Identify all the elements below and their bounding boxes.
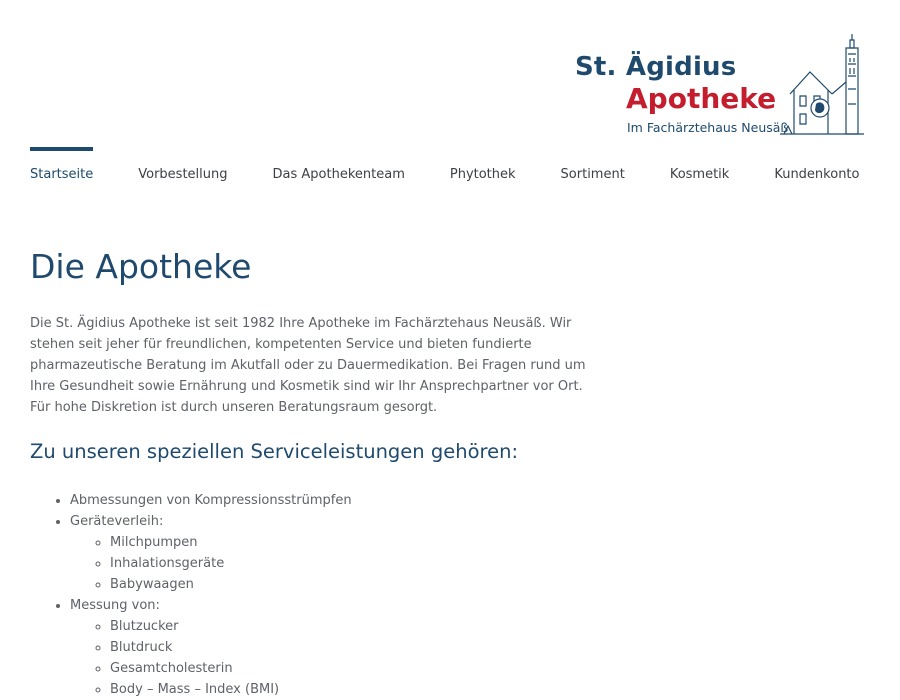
nav-item-sortiment[interactable]: Sortiment — [560, 167, 625, 182]
nav-item-kosmetik[interactable]: Kosmetik — [669, 167, 730, 182]
logo-line-location: Im Fachärztehaus Neusäß — [627, 120, 789, 135]
intro-paragraph: Die St. Ägidius Apotheke ist seit 1982 Ihre Apotheke im Fachärztehaus Neusäß. Wir stehen seit jeher für freundlichen, kompetenten Service und bieten fundierte pharmazeutische Beratung im Akutfall oder zu Dauermedikation. Bei Fragen rund um Ihre Gesundheit sowie Ernährung und Kosmetik sind wir Ihr Ansprechpartner vor Ort. Für hohe Diskretion ist durch unseren Beratungsraum gesorgt. — [30, 316, 586, 415]
logo-line-apotheke: Apotheke — [626, 82, 777, 115]
sub-list-item: ◦ Blutzucker — [110, 616, 352, 637]
sub-list-item: ◦ Gesamtcholesterin — [110, 658, 352, 679]
sub-list-item: ◦ Inhalationsgeräte — [110, 553, 352, 574]
nav-item-phytothek[interactable]: Phytothek — [449, 167, 516, 182]
church-tower-illustration-icon — [780, 34, 865, 140]
list-item — [70, 490, 352, 511]
service-label: Messung von: — [70, 598, 160, 613]
nav-item-startseite[interactable]: Startseite — [30, 147, 93, 187]
nav-item-kundenkonto[interactable]: Kundenkonto — [774, 167, 860, 182]
nav-item-apothekenteam[interactable]: Das Apothekenteam — [272, 167, 405, 182]
main-navigation — [30, 147, 900, 187]
page-title: Die Apotheke — [30, 247, 252, 286]
pharmacy-logo[interactable] — [575, 34, 865, 140]
sub-list-item: ◦ Body – Mass – Index (BMI) — [110, 679, 352, 700]
list-item — [70, 511, 352, 595]
services-heading: Zu unseren speziellen Serviceleistungen gehören: — [30, 440, 519, 463]
service-label: Geräteverleih: — [70, 514, 164, 529]
sub-list-item: ◦ Babywaagen — [110, 574, 352, 595]
sub-list-item: ◦ Blutdruck — [110, 637, 352, 658]
nav-item-vorbestellung[interactable]: Vorbestellung — [138, 167, 228, 182]
list-item — [70, 595, 352, 700]
sub-list — [70, 532, 352, 595]
sub-list — [70, 616, 352, 700]
logo-line-name: St. Ägidius — [575, 52, 737, 82]
services-list — [30, 490, 352, 700]
sub-list-item: ◦ Milchpumpen — [110, 532, 352, 553]
service-label: Abmessungen von Kompressionsstrümpfen — [70, 493, 352, 508]
